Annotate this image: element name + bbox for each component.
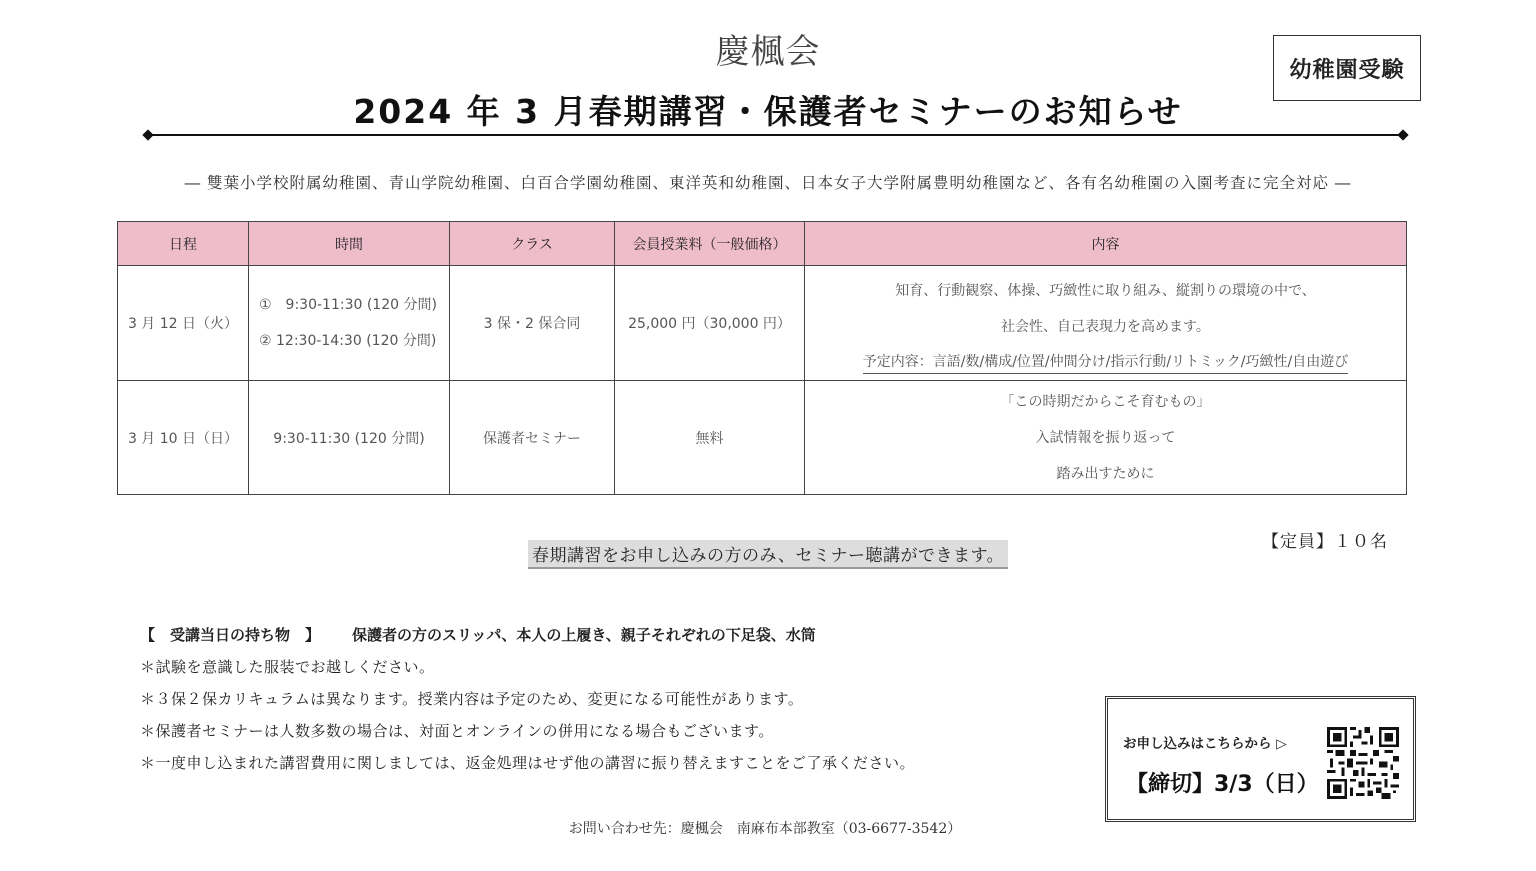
content-line: 「この時期だからこそ育むもの」: [1000, 393, 1211, 410]
apply-link[interactable]: お申し込みはこちらから ▷: [1123, 736, 1287, 752]
cell-time: 9:30-11:30 (120 分間): [249, 381, 450, 495]
header-content: 内容: [805, 222, 1407, 266]
seminar-note: 春期講習をお申し込みの方のみ、セミナー聴講ができます。: [528, 540, 1008, 569]
cell-content: [805, 266, 1407, 381]
cell-class: 3 保・2 保合同: [450, 266, 615, 381]
belongings-text: 保護者の方のスリッパ、本人の上履き、親子それぞれの下足袋、水筒: [352, 626, 816, 644]
content-line: 踏み出すために: [1056, 465, 1155, 482]
note-item: ＊保護者セミナーは人数多数の場合は、対面とオンラインの併用になる場合もございます。: [140, 722, 774, 740]
note-item: ＊試験を意識した服装でお越しください。: [140, 658, 435, 676]
content-line: 知育、行動観察、体操、巧緻性に取り組み、縦割りの環境の中で、: [895, 282, 1316, 299]
contact-info: お問い合わせ先：慶楓会 南麻布本部教室（03-6677-3542）: [568, 821, 962, 837]
org-name: 慶楓会: [715, 32, 821, 72]
category-badge: 幼稚園受験: [1273, 35, 1421, 101]
content-plan: 予定内容：言語/数/構成/位置/仲間分け/指示行動/リトミック/巧緻性/自由遊び: [863, 351, 1348, 374]
subtitle: ― 雙葉小学校附属幼稚園、青山学院幼稚園、白百合学園幼稚園、東洋英和幼稚園、日本女子大学附属豊明幼稚園など、各有名幼稚園の入園考査に完全対応 ―: [184, 174, 1352, 192]
content-line: 入試情報を振り返って: [1035, 429, 1176, 446]
title-divider: [148, 134, 1403, 136]
apply-box[interactable]: [1105, 696, 1416, 822]
deadline: 【締切】3/3（日）: [1126, 772, 1319, 797]
header-class: クラス: [450, 222, 615, 266]
content-line: 社会性、自己表現力を高めます。: [1001, 318, 1210, 335]
schedule-table: [117, 221, 1407, 495]
table-row: [118, 381, 1407, 495]
table-header-row: [118, 222, 1407, 266]
cell-fee: 25,000 円（30,000 円）: [615, 266, 805, 381]
header-time: 時間: [249, 222, 450, 266]
belongings-label: 【 受講当日の持ち物 】: [140, 626, 321, 644]
time-slot: ② 12:30-14:30 (120 分間): [259, 333, 437, 349]
cell-content: [805, 381, 1407, 495]
time-slot: ① 9:30-11:30 (120 分間): [259, 297, 437, 313]
cell-time: [249, 266, 450, 381]
header-date: 日程: [118, 222, 249, 266]
note-item: ＊３保２保カリキュラムは異なります。授業内容は予定のため、変更になる可能性があります。: [140, 690, 804, 708]
cell-date: 3 月 12 日（火）: [118, 266, 249, 381]
table-row: [118, 266, 1407, 381]
qr-code-icon[interactable]: [1327, 727, 1399, 799]
capacity: 【定員】１０名: [1262, 532, 1388, 552]
cell-fee: 無料: [615, 381, 805, 495]
cell-date: 3 月 10 日（日）: [118, 381, 249, 495]
page-title: 2024 年 3 月春期講習・保護者セミナーのお知らせ: [353, 92, 1183, 131]
belongings-section: [140, 624, 915, 774]
note-item: ＊一度申し込まれた講習費用に関しましては、返金処理はせず他の講習に振り替えますことをご了承ください。: [140, 754, 916, 772]
cell-class: 保護者セミナー: [450, 381, 615, 495]
header-fee: 会員授業料（一般価格）: [615, 222, 805, 266]
